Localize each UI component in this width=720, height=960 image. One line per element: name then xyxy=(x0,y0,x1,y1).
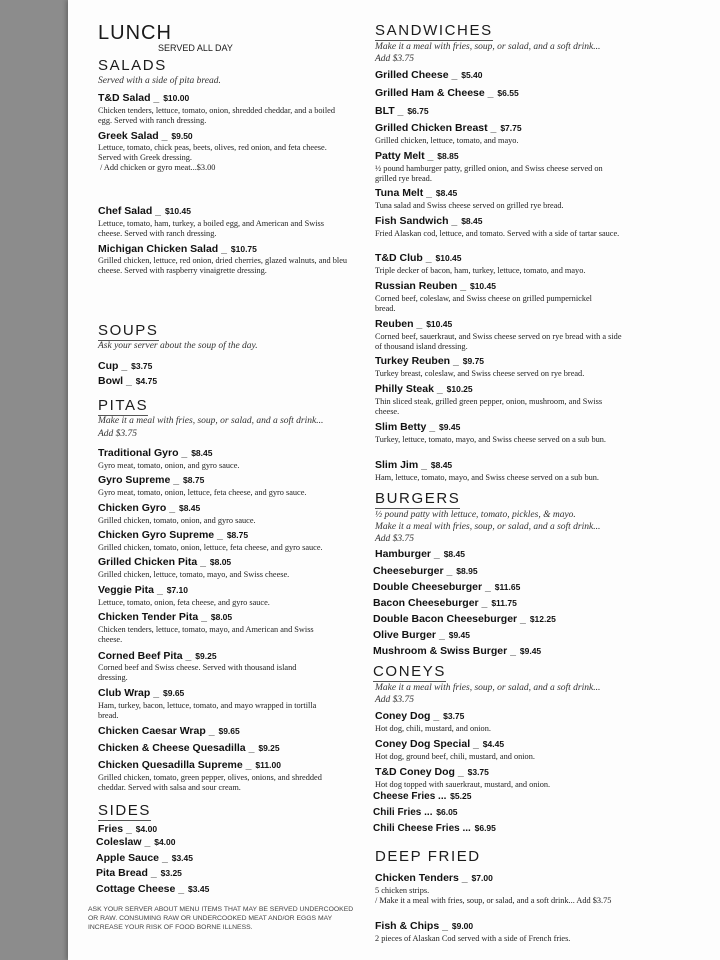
menu-item: T&D Coney Dog _ $3.75 xyxy=(375,766,489,778)
menu-title: LUNCH xyxy=(98,22,172,44)
item-name: Slim Jim xyxy=(375,459,419,471)
menu-item: Apple Sauce _ $3.45 xyxy=(96,852,193,864)
menu-item: Bacon Cheeseburger _ $11.75 xyxy=(373,597,517,609)
item-name: Grilled Chicken Pita xyxy=(98,556,198,568)
item-price: $10.45 xyxy=(469,281,496,291)
item-name: Cheese Fries xyxy=(373,791,436,802)
burgers-note-price: Add $3.75 xyxy=(375,534,415,544)
item-price: $9.75 xyxy=(462,356,485,366)
item-description: ½ pound hamburger patty, grilled onion, and Swiss cheese served on grilled rye bread. xyxy=(375,164,603,183)
menu-item: Slim Jim _ $8.45 xyxy=(375,459,453,471)
item-description: Fried Alaskan cod, lettuce, and tomato. Served with a side of tartar sauce. xyxy=(375,229,620,238)
item-description: Grilled chicken, lettuce, red onion, dried cherries, glazed walnuts, and bleu cheese. Served with raspberry vinaigrette dressing. xyxy=(98,256,348,275)
coneys-heading: CONEYS xyxy=(373,663,446,680)
menu-item: Traditional Gyro _ $8.45 xyxy=(98,447,213,459)
item-description: Hot dog topped with sauerkraut, mustard, and onion. xyxy=(375,780,551,789)
item-name: Greek Salad xyxy=(98,130,159,142)
item-description: Thin sliced steak, grilled green pepper, onion, mushroom, and Swiss cheese. xyxy=(375,397,603,416)
item-name: Gyro Supreme xyxy=(98,474,171,486)
item-name: Coleslaw xyxy=(96,836,142,848)
item-description: Ham, turkey, bacon, lettuce, tomato, and mayo wrapped in tortilla bread. xyxy=(98,701,317,720)
pitas-note: Make it a meal with fries, soup, or salad, and a soft drink... xyxy=(98,416,324,426)
item-name: Chicken Tender Pita xyxy=(98,611,199,623)
item-price: $9.45 xyxy=(448,630,470,640)
sides-heading: SIDES xyxy=(98,802,152,819)
menu-item: Club Wrap _ $9.65 xyxy=(98,687,185,699)
item-name: Grilled Ham & Cheese xyxy=(375,87,485,99)
coneys-note-price: Add $3.75 xyxy=(375,695,415,705)
item-price: $8.45 xyxy=(191,448,213,458)
item-name: Hamburger xyxy=(375,548,432,560)
menu-item: Michigan Chicken Salad _ $10.75 xyxy=(98,243,257,255)
item-description: Grilled chicken, tomato, onion, and gyro sauce. xyxy=(98,516,256,525)
menu-item: Turkey Reuben _ $9.75 xyxy=(375,355,485,367)
item-price: $11.00 xyxy=(255,760,281,770)
menu-item: Cheese Fries ... $5.25 xyxy=(373,791,472,802)
menu-item: Double Bacon Cheeseburger _ $12.25 xyxy=(373,613,556,625)
item-name: Fries xyxy=(98,823,124,835)
item-price: $4.45 xyxy=(482,739,505,749)
food-safety-disclaimer: ASK YOUR SERVER ABOUT MENU ITEMS THAT MAY BE SERVED UNDERCOOKED OR RAW. CONSUMING RAW OR UNDERCOOKED MEAT AND/OR EGGS MAY INCREASE YOUR RISK OF FOOD BORNE ILLNESS. xyxy=(88,906,354,931)
item-name: Club Wrap xyxy=(98,687,151,699)
item-name: Mushroom & Swiss Burger xyxy=(373,645,508,657)
pitas-note-price: Add $3.75 xyxy=(98,429,138,439)
soups-heading: SOUPS xyxy=(98,322,159,339)
menu-item: Coney Dog Special _ $4.45 xyxy=(375,738,505,750)
item-price: $8.45 xyxy=(178,503,201,513)
item-name: Cottage Cheese xyxy=(96,883,176,895)
item-name: Cup xyxy=(98,360,119,372)
menu-item: Coleslaw _ $4.00 xyxy=(96,836,176,848)
item-name: Fish Sandwich xyxy=(375,215,449,227)
item-price: $8.45 xyxy=(461,216,483,226)
item-name: Chef Salad xyxy=(98,205,153,217)
menu-item: Chicken Gyro Supreme _ $8.75 xyxy=(98,529,249,541)
menu-item: Veggie Pita _ $7.10 xyxy=(98,584,188,596)
item-price: $7.75 xyxy=(500,123,522,133)
pitas-heading: PITAS xyxy=(98,397,149,414)
item-price: $8.45 xyxy=(435,188,458,198)
item-extra: / Make it a meal with fries, soup, or salad, and a soft drink... Add $3.75 xyxy=(375,896,612,905)
item-description: Lettuce, tomato, onion, feta cheese, and gyro sauce. xyxy=(98,598,270,607)
item-description: Chicken tenders, lettuce, tomato, mayo, and American and Swiss cheese. xyxy=(98,625,314,644)
item-price: $8.75 xyxy=(183,475,205,485)
menu-item: Pita Bread _ $3.25 xyxy=(96,867,182,879)
item-description: Hot dog, chili, mustard, and onion. xyxy=(375,724,491,733)
item-price: $3.75 xyxy=(443,711,465,721)
item-price: $11.75 xyxy=(491,598,517,608)
menu-item: Grilled Chicken Pita _ $8.05 xyxy=(98,556,232,568)
item-description: 2 pieces of Alaskan Cod served with a side of French fries. xyxy=(375,934,571,943)
item-price: $12.25 xyxy=(529,614,556,624)
item-name: BLT xyxy=(375,105,395,117)
item-price: $9.65 xyxy=(218,726,240,736)
item-price: $7.00 xyxy=(471,873,493,883)
item-price: $3.75 xyxy=(131,361,153,371)
item-price: $8.45 xyxy=(430,460,453,470)
menu-item: Chicken Quesadilla Supreme _ $11.00 xyxy=(98,759,281,771)
menu-item: Cheeseburger _ $8.95 xyxy=(373,565,478,577)
menu-item: Chicken Gyro _ $8.45 xyxy=(98,502,201,514)
menu-item: Chef Salad _ $10.45 xyxy=(98,205,191,217)
menu-item: Chicken Caesar Wrap _ $9.65 xyxy=(98,725,240,737)
menu-item: Fries _ $4.00 xyxy=(98,823,158,835)
menu-item: Chicken & Cheese Quesadilla _ $9.25 xyxy=(98,742,280,754)
item-description: Lettuce, tomato, ham, turkey, a boiled egg, and American and Swiss cheese. Served with ranch dressing. xyxy=(98,219,324,238)
item-name: Grilled Chicken Breast xyxy=(375,122,488,134)
menu-item: Chili Fries ... $6.05 xyxy=(373,807,458,818)
salads-note: Served with a side of pita bread. xyxy=(98,76,221,86)
item-price: $6.95 xyxy=(474,823,496,833)
item-name: Grilled Cheese xyxy=(375,69,449,81)
item-price: $8.85 xyxy=(437,151,459,161)
menu-item: Double Cheeseburger _ $11.65 xyxy=(373,581,521,593)
item-price: $8.05 xyxy=(210,612,233,622)
item-price: $9.45 xyxy=(519,646,542,656)
item-name: Chili Fries xyxy=(373,807,422,818)
item-name: Chicken Caesar Wrap xyxy=(98,725,206,737)
item-name: Chicken Gyro Supreme xyxy=(98,529,215,541)
menu-item: Grilled Cheese _ $5.40 xyxy=(375,69,483,81)
item-name: Bowl xyxy=(98,375,124,387)
item-price: $5.25 xyxy=(450,791,472,801)
item-price: $8.45 xyxy=(443,549,465,559)
item-price: $3.75 xyxy=(467,767,489,777)
menu-item: Tuna Melt _ $8.45 xyxy=(375,187,458,199)
item-name: Turkey Reuben xyxy=(375,355,451,367)
item-price: $11.65 xyxy=(494,582,521,592)
menu-subtitle: SERVED ALL DAY xyxy=(158,43,233,53)
coneys-note: Make it a meal with fries, soup, or salad, and a soft drink... xyxy=(375,683,601,693)
menu-item: Fish & Chips _ $9.00 xyxy=(375,920,474,932)
item-name: T&D Coney Dog xyxy=(375,766,455,778)
item-price: $8.95 xyxy=(456,566,478,576)
item-name: Patty Melt xyxy=(375,150,425,162)
menu-item: Greek Salad _ $9.50 xyxy=(98,130,193,142)
item-price: $5.40 xyxy=(461,70,483,80)
menu-item: Russian Reuben _ $10.45 xyxy=(375,280,496,292)
menu-item: T&D Salad _ $10.00 xyxy=(98,92,190,104)
item-description: Tuna salad and Swiss cheese served on grilled rye bread. xyxy=(375,201,564,210)
item-description: Grilled chicken, lettuce, tomato, mayo, and Swiss cheese. xyxy=(98,570,290,579)
menu-item: Corned Beef Pita _ $9.25 xyxy=(98,650,217,662)
item-description: Chicken tenders, lettuce, tomato, onion, shredded cheddar, and a boiled egg. Served with ranch dressing. xyxy=(98,106,335,125)
item-name: Apple Sauce xyxy=(96,852,160,864)
sandwiches-note-price: Add $3.75 xyxy=(375,54,415,64)
item-name: Reuben xyxy=(375,318,414,330)
item-name: Pita Bread xyxy=(96,867,148,879)
item-name: Chicken Quesadilla Supreme xyxy=(98,759,243,771)
item-name: Double Bacon Cheeseburger xyxy=(373,613,518,625)
item-price: $10.45 xyxy=(435,253,462,263)
burgers-note: ½ pound patty with lettuce, tomato, pickles, & mayo. xyxy=(375,510,576,520)
item-price: $8.05 xyxy=(209,557,232,567)
item-name: T&D Salad xyxy=(98,92,151,104)
menu-item: Chicken Tender Pita _ $8.05 xyxy=(98,611,233,623)
item-description: Corned beef, sauerkraut, and Swiss cheese served on rye bread with a side of thousand island dressing. xyxy=(375,332,622,351)
item-name: Chicken & Cheese Quesadilla xyxy=(98,742,246,754)
item-price: $6.55 xyxy=(497,88,519,98)
menu-item: Olive Burger _ $9.45 xyxy=(373,629,470,641)
menu-item: Grilled Chicken Breast _ $7.75 xyxy=(375,122,522,134)
menu-item: Hamburger _ $8.45 xyxy=(375,548,465,560)
item-description: Gyro meat, tomato, onion, lettuce, feta cheese, and gyro sauce. xyxy=(98,488,307,497)
item-price: $3.45 xyxy=(171,853,193,863)
item-price: $10.75 xyxy=(230,244,257,254)
item-description: Lettuce, tomato, chick peas, beets, olives, red onion, and feta cheese. Served with Greek dressing. xyxy=(98,143,327,162)
menu-item: Gyro Supreme _ $8.75 xyxy=(98,474,205,486)
item-name: Coney Dog Special xyxy=(375,738,471,750)
menu-page xyxy=(68,0,720,960)
menu-item: Chili Cheese Fries ... $6.95 xyxy=(373,823,496,834)
menu-item: Philly Steak _ $10.25 xyxy=(375,383,473,395)
item-price: $4.00 xyxy=(135,824,158,834)
item-name: Veggie Pita xyxy=(98,584,155,596)
item-name: Chili Cheese Fries xyxy=(373,823,460,834)
item-description: Corned beef and Swiss cheese. Served with thousand island dressing. xyxy=(98,663,297,682)
item-description: Turkey breast, coleslaw, and Swiss cheese served on rye bread. xyxy=(375,369,585,378)
item-name: Tuna Melt xyxy=(375,187,424,199)
item-description: Grilled chicken, tomato, green pepper, olives, onions, and shredded cheddar. Served with salsa and sour cream. xyxy=(98,773,322,792)
item-description: Turkey, lettuce, tomato, mayo, and Swiss cheese served on a sub bun. xyxy=(375,435,606,444)
item-price: $9.65 xyxy=(163,688,185,698)
item-description: Grilled chicken, tomato, onion, lettuce, feta cheese, and gyro sauce. xyxy=(98,543,323,552)
item-price: $4.00 xyxy=(154,837,176,847)
sandwiches-heading: SANDWICHES xyxy=(375,22,493,39)
item-description: Corned beef, coleslaw, and Swiss cheese on grilled pumpernickel bread. xyxy=(375,294,592,313)
item-name: Slim Betty xyxy=(375,421,427,433)
menu-item: Grilled Ham & Cheese _ $6.55 xyxy=(375,87,519,99)
menu-item: Coney Dog _ $3.75 xyxy=(375,710,465,722)
item-name: Traditional Gyro xyxy=(98,447,179,459)
item-price: $7.10 xyxy=(166,585,188,595)
sandwiches-note: Make it a meal with fries, soup, or salad, and a soft drink... xyxy=(375,42,601,52)
menu-item: Mushroom & Swiss Burger _ $9.45 xyxy=(373,645,542,657)
menu-item: Chicken Tenders _ $7.00 xyxy=(375,872,493,884)
item-name: Bacon Cheeseburger xyxy=(373,597,479,609)
item-price: $10.45 xyxy=(426,319,453,329)
menu-item: Bowl _ $4.75 xyxy=(98,375,158,387)
item-name: Double Cheeseburger xyxy=(373,581,483,593)
item-description: Ham, lettuce, tomato, mayo, and Swiss cheese served on a sub bun. xyxy=(375,473,599,482)
item-price: $3.45 xyxy=(188,884,210,894)
item-price: $6.05 xyxy=(436,807,458,817)
item-price: $9.25 xyxy=(195,651,217,661)
menu-item: Patty Melt _ $8.85 xyxy=(375,150,459,162)
salads-heading: SALADS xyxy=(98,57,167,74)
item-price: $9.50 xyxy=(171,131,193,141)
item-price: $10.25 xyxy=(446,384,473,394)
burgers-note-meal: Make it a meal with fries, soup, or salad, and a soft drink... xyxy=(375,522,601,532)
item-name: Fish & Chips xyxy=(375,920,440,932)
item-name: Chicken Tenders xyxy=(375,872,459,884)
menu-item: Reuben _ $10.45 xyxy=(375,318,453,330)
menu-item: Cup _ $3.75 xyxy=(98,360,153,372)
item-description: 5 chicken strips. xyxy=(375,886,430,895)
item-description: Hot dog, ground beef, chili, mustard, and onion. xyxy=(375,752,535,761)
item-price: $6.75 xyxy=(407,106,429,116)
item-price: $10.45 xyxy=(164,206,191,216)
item-name: Philly Steak xyxy=(375,383,434,395)
deep-fried-heading: DEEP FRIED xyxy=(375,848,481,865)
item-name: Corned Beef Pita xyxy=(98,650,183,662)
item-price: $3.25 xyxy=(160,868,182,878)
item-name: Olive Burger xyxy=(373,629,437,641)
item-name: Chicken Gyro xyxy=(98,502,167,514)
item-price: $8.75 xyxy=(226,530,249,540)
item-name: Michigan Chicken Salad xyxy=(98,243,219,255)
item-description: Triple decker of bacon, ham, turkey, lettuce, tomato, and mayo. xyxy=(375,266,586,275)
burgers-heading: BURGERS xyxy=(375,490,461,507)
menu-item: Cottage Cheese _ $3.45 xyxy=(96,883,210,895)
item-price: $9.25 xyxy=(258,743,280,753)
menu-item: Fish Sandwich _ $8.45 xyxy=(375,215,483,227)
item-name: Cheeseburger xyxy=(373,565,444,577)
item-price: $4.75 xyxy=(135,376,158,386)
menu-item: BLT _ $6.75 xyxy=(375,105,429,117)
item-price: $9.00 xyxy=(451,921,474,931)
item-price: $9.45 xyxy=(439,422,461,432)
item-price: $10.00 xyxy=(163,93,190,103)
item-name: Russian Reuben xyxy=(375,280,458,292)
item-description: Grilled chicken, lettuce, tomato, and mayo. xyxy=(375,136,519,145)
item-description: Gyro meat, tomato, onion, and gyro sauce. xyxy=(98,461,240,470)
item-extra: / Add chicken or gyro meat...$3.00 xyxy=(100,163,216,172)
soups-note: Ask your server about the soup of the day. xyxy=(98,341,258,351)
menu-item: Slim Betty _ $9.45 xyxy=(375,421,461,433)
menu-item: T&D Club _ $10.45 xyxy=(375,252,462,264)
item-name: T&D Club xyxy=(375,252,423,264)
item-name: Coney Dog xyxy=(375,710,431,722)
